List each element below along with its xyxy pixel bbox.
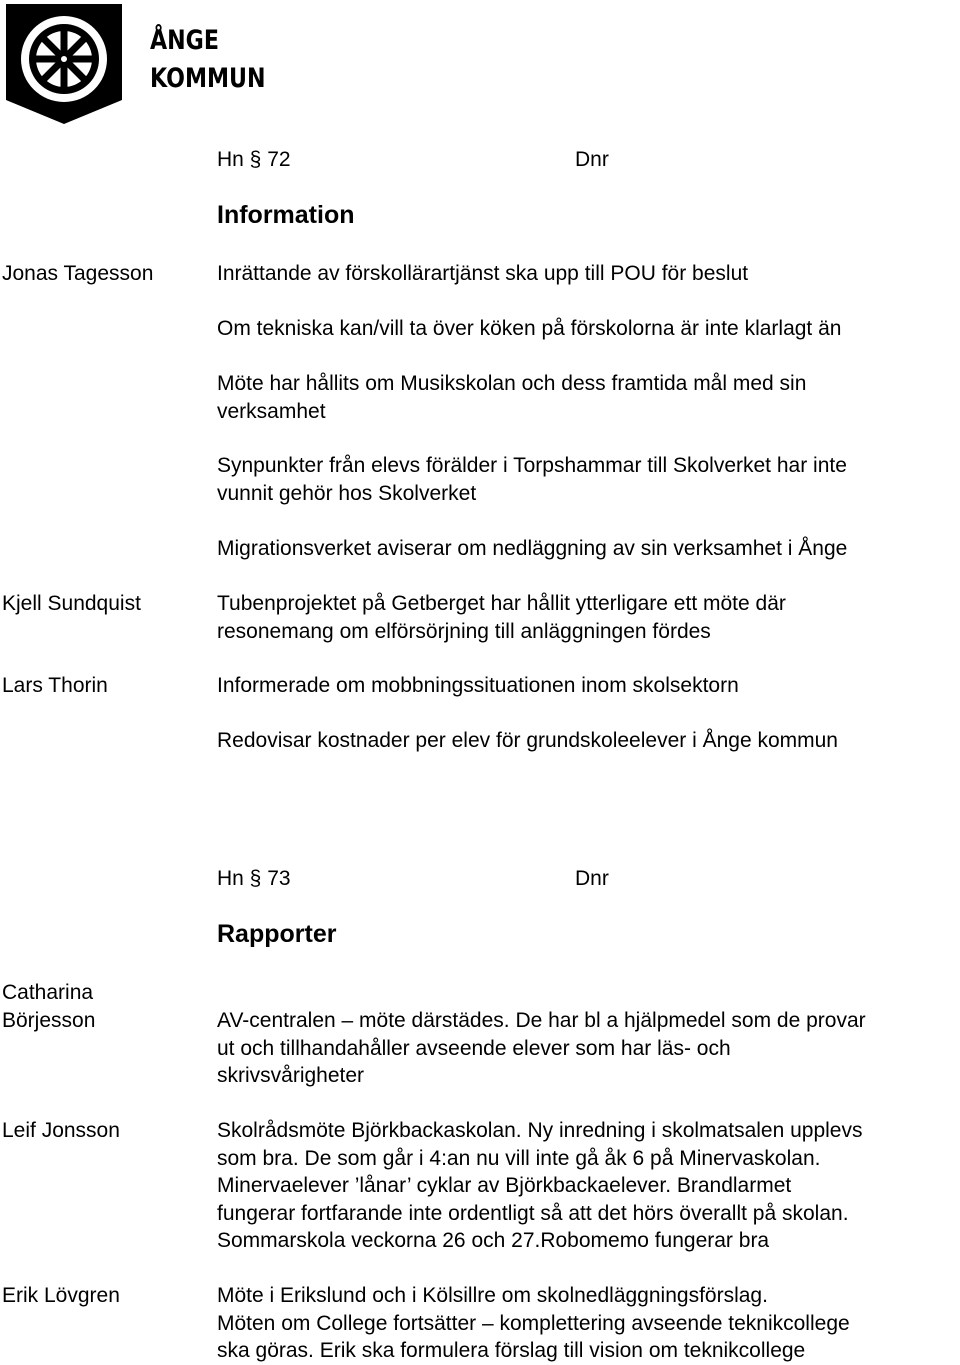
report-item: Skolrådsmöte Björkbackaskolan. Ny inredning i skolmatsalen upplevs som bra. De som går i 4:an nu vill inte gå åk 6 på Minervaskolan. Minervaelever ’lånar’ cyklar av Björkbackaelever. Brandlarmet fungerar fortfarande inte ordentligt så att det hörs överallt på skolan. Sommarskola veckorna 26 och 27.Robomemo fungerar bra (217, 1119, 863, 1252)
speaker-name: Erik Lövgren (2, 1284, 120, 1307)
information-item: Migrationsverket aviserar om nedläggning av sin verksamhet i Ånge (217, 537, 848, 560)
speaker-name: Kjell Sundquist (2, 592, 141, 615)
section-73-title: Rapporter (217, 920, 337, 948)
logo-line-2: KOMMUN (150, 63, 266, 94)
report-item: Möte i Erikslund och i Kölsillre om skolnedläggningsförslag. Möten om College fortsätter – komplettering avseende teknikcollege ska göras. Erik ska formulera förslag till vision om teknikcollege (217, 1284, 850, 1362)
report-item: AV-centralen – möte därstädes. De har bl a hjälpmedel som de provar ut och tillhandahåller avseende elever som har läs- och skrivsvårigheter (217, 1009, 866, 1087)
speaker-name: Leif Jonsson (2, 1119, 120, 1142)
logo-line-1: ÅNGE (150, 25, 219, 56)
speaker-name: Jonas Tagesson (2, 262, 154, 285)
municipality-logo (4, 2, 266, 126)
section-72-title: Information (217, 201, 355, 229)
information-item: Redovisar kostnader per elev för grundskoleelever i Ånge kommun (217, 729, 838, 752)
information-item: Informerade om mobbningssituationen inom skolsektorn (217, 674, 739, 697)
information-item: Inrättande av förskollärartjänst ska upp till POU för beslut (217, 262, 749, 285)
wheel-emblem-icon (4, 2, 124, 126)
logo-wordmark (150, 22, 266, 98)
section-73-dnr: Dnr (575, 867, 609, 890)
speaker-name: Catharina Börjesson (2, 981, 96, 1032)
information-item: Tubenprojektet på Getberget har hållit ytterligare ett möte där resonemang om elförsörjning till anläggningen fördes (217, 592, 786, 643)
speaker-name: Lars Thorin (2, 674, 108, 697)
section-73-number: Hn § 73 (217, 867, 291, 890)
information-item: Möte har hållits om Musikskolan och dess framtida mål med sin verksamhet (217, 372, 807, 423)
information-item: Om tekniska kan/vill ta över köken på förskolorna är inte klarlagt än (217, 317, 842, 340)
section-72-number: Hn § 72 (217, 148, 291, 171)
section-72-dnr: Dnr (575, 148, 609, 171)
information-item: Synpunkter från elevs förälder i Torpshammar till Skolverket har inte vunnit gehör hos Skolverket (217, 454, 847, 505)
